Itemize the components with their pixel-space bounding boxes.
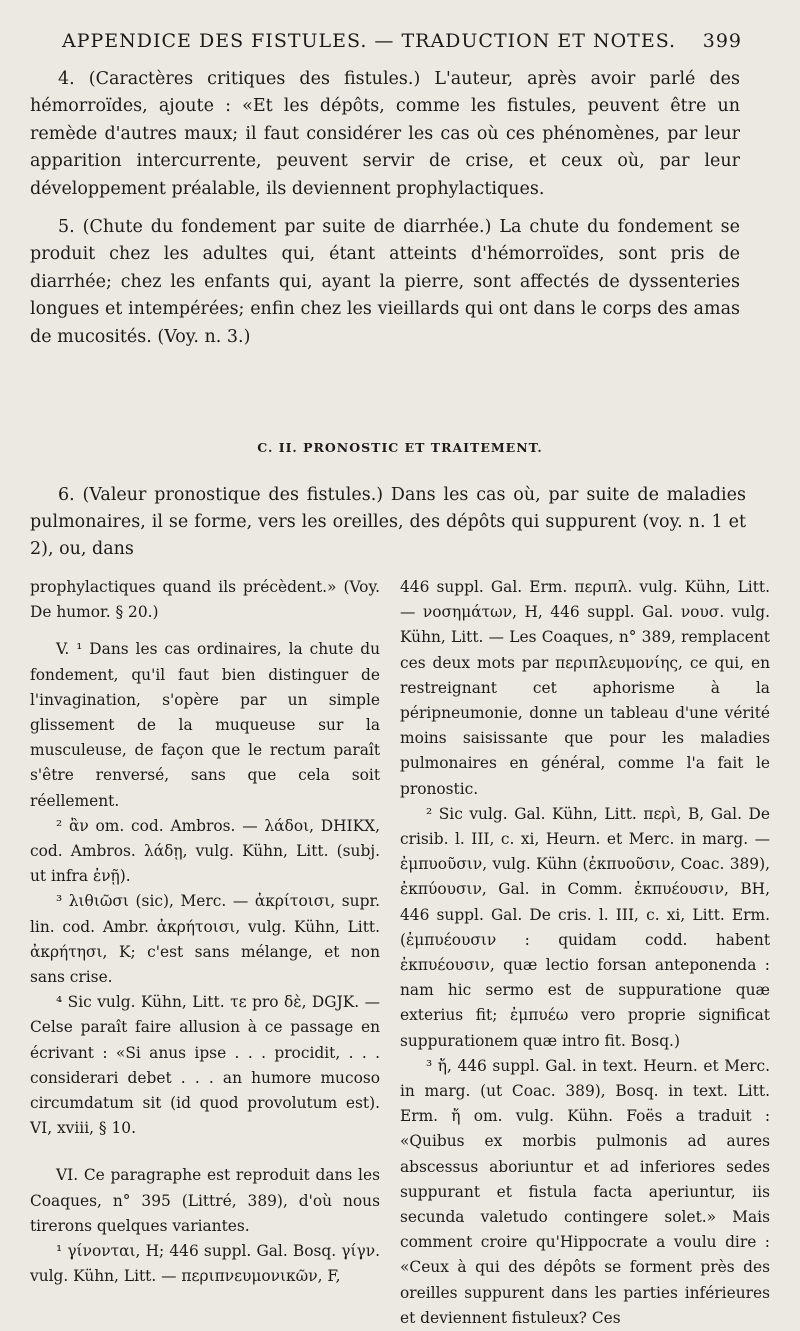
notes-right-column <box>400 575 770 1331</box>
running-head <box>62 30 742 52</box>
running-head-title: APPENDICE DES FISTULES. — TRADUCTION ET NOTES. <box>62 30 677 52</box>
section-heading: C. II. PRONOSTIC ET TRAITEMENT. <box>257 440 543 455</box>
paragraph-4: 4. (Caractères critiques des fistules.) L'auteur, après avoir parlé des hémorroïdes, ajoute : «Et les dépôts, comme les fistules, peuvent être un remède d'autres maux; il faut considérer les cas où ces phénomènes, par leur apparition intercurrente, peuvent servir de crise, et ceux où, par leur développement préalable, ils deviennent prophylactiques. <box>30 69 740 199</box>
paragraph-6: 6. (Valeur pronostique des fistules.) Dans les cas où, par suite de maladies pulmonaires, il se forme, vers les oreilles, des dépôts qui suppurent (voy. n. 1 et 2), ou, dans <box>30 485 746 559</box>
note-vi-1-continued: 446 suppl. Gal. Erm. περιπλ. vulg. Kühn, Litt. — νοσημάτων, H, 446 suppl. Gal. νουσ. vulg. Kühn, Litt. — Les Coaques, n° 389, remplacent ces deux mots par περιπλευμονίης, ce qui, en restreignant cet aphorisme à la péripneumonie, donne un tableau d'une vérité moins saisissante que pour les maladies pulmonaires en général, comme l'a fait le pronostic. <box>400 578 770 798</box>
note-v-3: ³ λιθιῶσι (sic), Merc. — ἀκρίτοισι, supr. lin. cod. Ambr. ἀκρήτοισι, vulg. Kühn, Litt. ἀκρήτησι, K; c'est sans mélange, et non sans crise. <box>30 892 380 987</box>
note-v-1: V. ¹ Dans les cas ordinaires, la chute du fondement, qu'il faut bien distinguer de l'invagination, s'opère par un simple glissement de la muqueuse sur la musculeuse, de façon que le rectum paraît s'être renversé, sans que cela soit réellement. <box>30 640 380 810</box>
page-number: 399 <box>702 30 742 52</box>
note-continuation: prophylactiques quand ils précèdent.» (Voy. De humor. § 20.) <box>30 578 380 622</box>
note-vi-1: ¹ γίνονται, H; 446 suppl. Gal. Bosq. γίγν. vulg. Kühn, Litt. — περιπνευμονικῶν, F, <box>30 1242 380 1286</box>
note-vi: VI. Ce paragraphe est reproduit dans les Coaques, n° 395 (Littré, 389), d'où nous tirerons quelques variantes. <box>30 1166 380 1235</box>
note-v-2: ² ἂν om. cod. Ambros. — λάδοι, DHIKX, cod. Ambros. λάδῃ, vulg. Kühn, Litt. (subj. ut infra ἐνῇ). <box>30 816 380 886</box>
note-v-4: ⁴ Sic vulg. Kühn, Litt. τε pro δὲ, DGJK. — Celse paraît faire allusion à ce passage en écrivant : «Si anus ipse . . . procidit, . . . considerari debet . . . an humore mucoso circumdatum sit (id quod provolutum est). VI, xviii, § 10. <box>30 993 380 1138</box>
paragraph-5: 5. (Chute du fondement par suite de diarrhée.) La chute du fondement se produit chez les adultes qui, étant atteints d'hémorroïdes, sont pris de diarrhée; chez les enfants qui, ayant la pierre, sont affectés de dyssenteries longues et intempérées; enfin chez les vieillards qui ont dans le corps des amas de mucosités. (Voy. n. 3.) <box>30 217 740 347</box>
note-vi-3: ³ ἤ, 446 suppl. Gal. in text. Heurn. et Merc. in marg. (ut Coac. 389), Bosq. in text. Litt. Erm. ἤ om. vulg. Kühn. Foës a traduit : «Quibus ex morbis pulmonis ad aures abscessus aboriuntur et ad inferiores sedes suppurant et fistula facta aperiuntur, iis secunda valetudo contingere solet.» Mais comment croire qu'Hippocrate a voulu dire : «Ceux à qui des dépôts se forment près des oreilles suppurent dans les parties inférieures et deviennent fistuleux? Ces <box>400 1056 770 1327</box>
note-vi-2: ² Sic vulg. Gal. Kühn, Litt. περὶ, B, Gal. De crisib. l. III, c. xi, Heurn. et Merc. in marg. — ἐμπυοῦσιν, vulg. Kühn (ἐκπυοῦσιν, Coac. 389), ἐκπύουσιν, Gal. in Comm. ἐκπυέουσιν, BH, 446 suppl. Gal. De cris. l. III, c. xi, Litt. Erm. (ἐμπυέουσιν : quidam codd. habent ἐκπυέουσιν, quæ lectio forsan anteponenda : nam hic sermo est de suppuratione quæ exterius fit; ἐμπυέω vero proprie significat suppurationem quæ intro fit. Bosq.) <box>400 804 770 1050</box>
main-text-continued <box>30 482 746 563</box>
notes-left-column <box>30 575 380 1289</box>
main-text <box>30 66 740 351</box>
